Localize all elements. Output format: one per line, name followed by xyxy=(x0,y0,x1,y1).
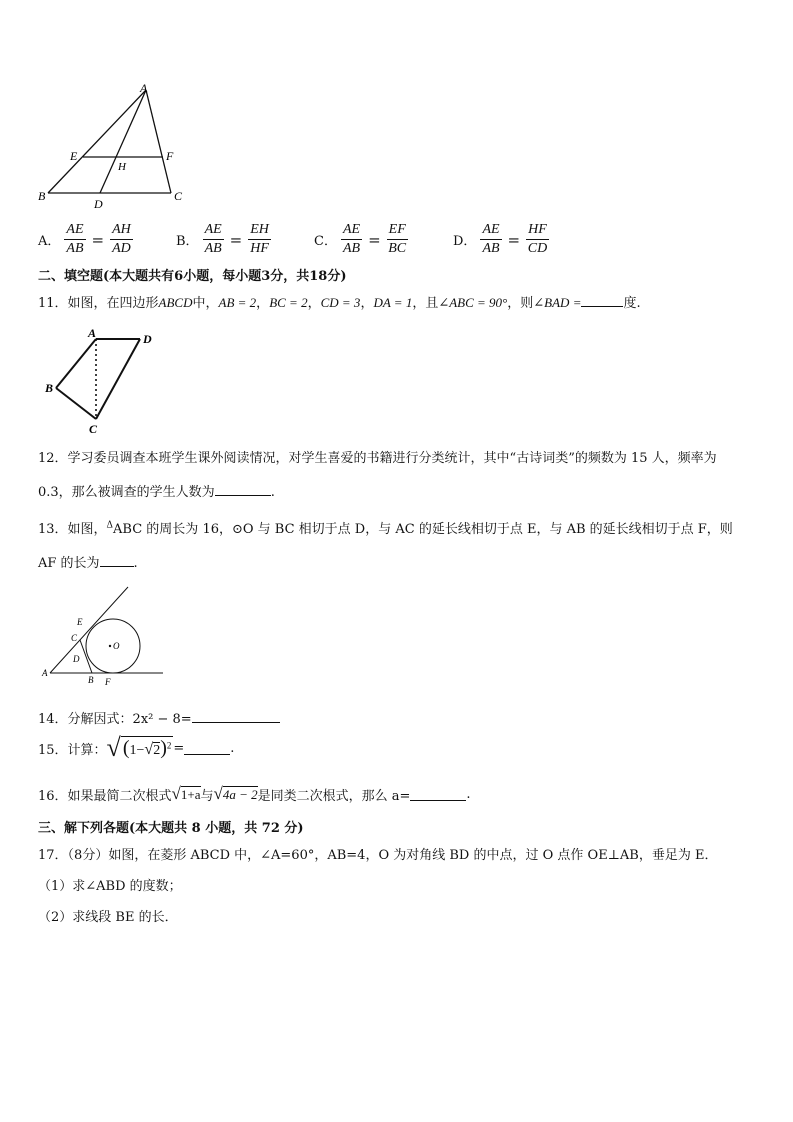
question-17-part-2: （2）求线段 BE 的长． xyxy=(38,910,178,925)
segment-ad xyxy=(100,90,146,193)
quadrilateral-figure-q11 xyxy=(40,325,170,437)
label-f: F xyxy=(166,149,174,163)
question-13-line2: AF 的长为 . xyxy=(38,556,138,571)
label-o: O xyxy=(113,641,120,651)
label-a: A xyxy=(140,81,148,95)
option-a[interactable]: A． $\frac{AE}{AB}$ = $\frac{AH}{AD}$ xyxy=(38,222,131,256)
section-solve-heading: 三、解下列各题(本大题共 8 小题，共 72 分) xyxy=(38,821,304,836)
question-17: 17．（8分）如图，在菱形 ABCD 中，∠A=60°，AB=4，O 为对角线 BD 的中点，过 O 点作 OE⊥AB，垂足为 E． xyxy=(38,848,718,863)
side-ac xyxy=(146,90,171,193)
label-c: C xyxy=(71,633,78,643)
question-12-line2: 0.3，那么被调查的学生人数为 . xyxy=(38,485,275,500)
label-b: B xyxy=(38,189,46,203)
label-h: H xyxy=(118,161,126,173)
triangle-figure-q10 xyxy=(30,80,200,215)
section-fill-in-heading: 二、填空题(本大题共有6小题，每小题3分，共18分) xyxy=(38,269,347,284)
answer-blank-13[interactable] xyxy=(100,554,134,567)
question-17-part-1: （1）求∠ABD 的度数； xyxy=(38,879,182,894)
answer-blank-12[interactable] xyxy=(215,483,271,496)
sqrt-expression: √ $(1-√2)^2$ xyxy=(106,733,172,762)
label-d: D xyxy=(73,654,80,664)
answer-blank-14[interactable] xyxy=(192,710,280,723)
label-d: D xyxy=(94,197,103,211)
side-ab xyxy=(48,90,146,193)
question-16: 16．如果最简二次根式 √ 1+a 与 √ 4a − 2 是同类二次根式，那么 a= . xyxy=(38,784,471,804)
label-d: D xyxy=(143,332,152,346)
label-b: B xyxy=(45,381,54,395)
question-11: 11．如图，在四边形ABCD中，AB = 2，BC = 2，CD = 3，DA = 1，且∠ABC = 90°，则∠BAD = 度. xyxy=(38,295,641,311)
label-b: B xyxy=(88,675,94,685)
question-12-line1: 12．学习委员调查本班学生课外阅读情况，对学生喜爱的书籍进行分类统计，其中“古诗词类”的频数为 15 人，频率为 xyxy=(38,451,717,466)
circle-tangent-figure-q13 xyxy=(40,585,170,690)
label-c: C xyxy=(174,189,183,203)
question-15: 15．计算： √ $(1-√2)^2$ = . xyxy=(38,733,235,762)
option-b[interactable]: B． $\frac{AE}{AB}$ = $\frac{EH}{HF}$ xyxy=(176,222,269,256)
question-13-line1: 13．如图，$^\Delta$ABC 的周长为 16，⊙O 与 BC 相切于点 D，与 AC 的延长线相切于点 E，与 AB 的延长线相切于点 F，则 xyxy=(38,520,733,537)
label-f: F xyxy=(105,677,111,687)
label-a: A xyxy=(88,326,97,340)
label-e: E xyxy=(70,149,78,163)
label-a: A xyxy=(42,668,48,678)
option-c[interactable]: C． $\frac{AE}{AB}$ = $\frac{EF}{BC}$ xyxy=(314,222,407,256)
answer-blank-11[interactable] xyxy=(581,294,623,307)
answer-blank-15[interactable] xyxy=(184,742,230,755)
label-c: C xyxy=(89,422,98,436)
answer-blank-16[interactable] xyxy=(410,788,466,801)
label-e: E xyxy=(77,617,83,627)
question-14: 14．分解因式：2x² − 8= xyxy=(38,708,280,727)
option-d[interactable]: D． $\frac{AE}{AB}$ = $\frac{HF}{CD}$ xyxy=(453,222,548,256)
